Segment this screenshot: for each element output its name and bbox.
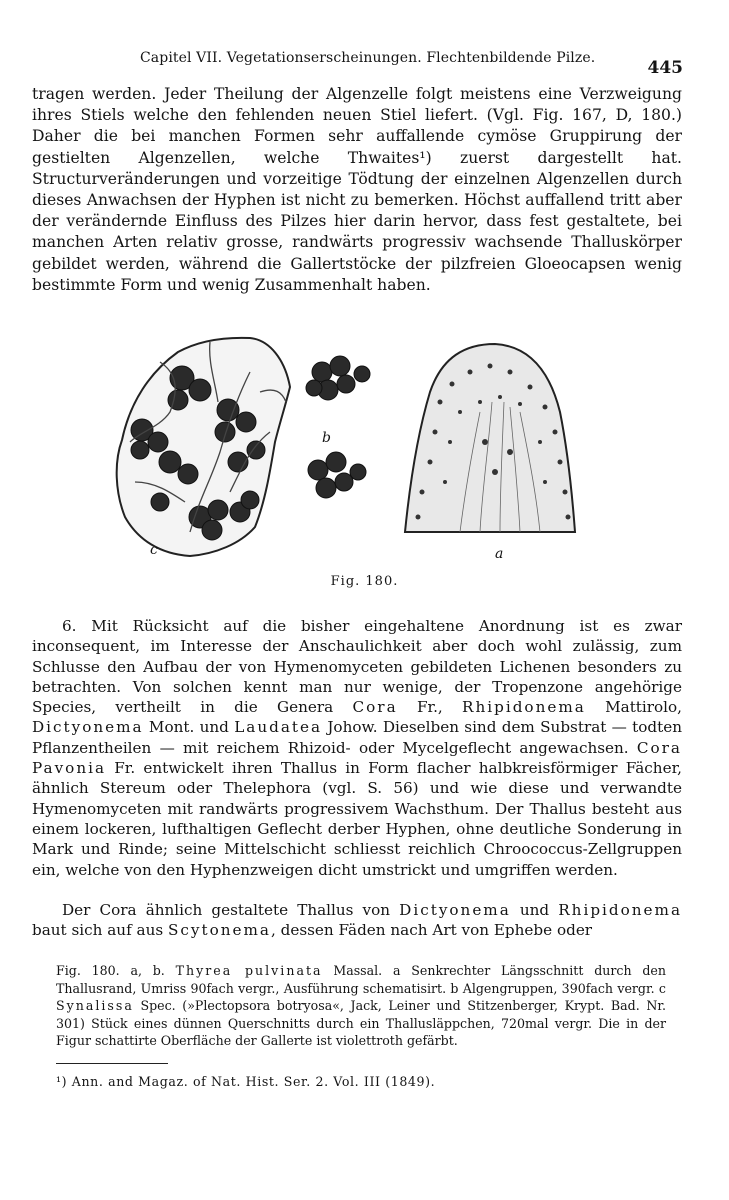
footnote: ¹) Ann. and Magaz. of Nat. Hist. Ser. 2. Vol. III (1849). bbox=[56, 1074, 436, 1089]
caption-text-1: Fig. 180. a, b. bbox=[56, 963, 176, 978]
species-thyrea-pulvinata: Thyrea pulvinata bbox=[175, 963, 323, 978]
panel-b-drawing bbox=[306, 356, 370, 498]
figure-title: Fig. 180. bbox=[330, 574, 399, 589]
genus-dictyonema: Dictyonema bbox=[32, 718, 144, 737]
caption-text-3: Spec. (»Plectopsora botryosa«, Jack, Leiner und Stitzenberger, Krypt. Bad. Nr. 301) Stück eines dünnen Querschnitts durch ein Thallusläppchen, 720mal vergr. Die in der Figur schattirte Oberfläche der Gallerte ist violettroth gefärbt. bbox=[56, 998, 666, 1049]
paragraph-3-text-1: Der Cora ähnlich gestaltete Thallus von bbox=[62, 901, 400, 919]
figure-180 bbox=[100, 332, 660, 582]
genus-synalissa: Synalissa bbox=[56, 998, 134, 1014]
figure-label-c: c bbox=[150, 542, 158, 558]
paragraph-2-text-5: Johow. Dieselben sind dem Substrat — todten Pflanzentheilen — mit reichem Rhizoid- oder Mycelgeflecht angewachsen. bbox=[32, 718, 682, 757]
paragraph-3 bbox=[32, 900, 682, 941]
figure-caption bbox=[56, 962, 666, 1050]
paragraph-2-text-4: Mont. und bbox=[143, 718, 235, 737]
caption-text-2: Massal. a Senkrechter Längsschnitt durch den Thallusrand, Umriss 90fach vergr., Ausführung schematisirt. b Algengruppen, 390fach vergr. c bbox=[56, 963, 666, 996]
paragraph-3-text-2: und bbox=[510, 901, 559, 919]
genus-cora: Cora bbox=[352, 698, 398, 717]
genus-rhipidonema: Rhipidonema bbox=[462, 698, 586, 717]
panel-a-drawing bbox=[405, 344, 575, 532]
paragraph-2-text-2: Fr., bbox=[397, 698, 463, 717]
paragraph-2-text-3: Mattirolo, bbox=[585, 698, 683, 717]
paragraph-2-text-6: Fr. entwickelt ihren Thallus in Form flacher halbkreisförmiger Fächer, ähnlich Stereum oder Thelephora (vgl. S. 56) und wie diese und verwandte Hymenomyceten mit randwärts progressivem Wachsthum. Der Thallus besteht aus einem lockeren, lufthaltigen Geflecht derber Hyphen, ohne deutliche Sonderung in Mark und Rinde; seine Mittelschicht schliesst reichlich Chroococcus-Zellgruppen ein, welche von den Hyphenzweigen dicht umstrickt und umgriffen werden. bbox=[32, 759, 682, 879]
paragraph-3-text-4: , dessen Fäden nach Art von Ephebe oder bbox=[270, 921, 593, 940]
running-title: Capitel VII. Vegetationserscheinungen. Flechtenbildende Pilze. bbox=[140, 50, 596, 66]
figure-label-a: a bbox=[495, 546, 504, 562]
genus-rhipidonema-2: Rhipidonema bbox=[558, 901, 682, 919]
page-header bbox=[0, 46, 729, 82]
paragraph-1: tragen werden. Jeder Theilung der Algenzelle folgt meistens eine Verzweigung ihres Stiels welche den fehlenden neuen Stiel liefert. (Vgl. Fig. 167, D, 180.) Daher die bei manchen Formen sehr auffallende cymöse Gruppirung der gestielten Algenzellen, welche Thwaites¹) zuerst dargestellt hat. Structurveränderungen und vorzeitige Tödtung der einzelnen Algenzellen durch dieses Anwachsen der Hyphen ist nicht zu bemerken. Höchst auffallend tritt aber der verändernde Einfluss des Pilzes hier darin hervor, dass fest gestaltete, bei manchen Arten relativ grosse, randwärts progressiv wachsende Thalluskörper gebildet werden, während die Gallertstöcke der pilzfreien Gloeocapsen wenig bestimmte Form und wenig Zusammenhalt haben. bbox=[32, 85, 682, 294]
paragraph-2-text-1: 6. Mit Rücksicht auf die bisher eingehaltene Anordnung ist es zwar inconsequent, im Interesse der Anschaulichkeit aber doch wohl zulässig, zum Schlusse den Aufbau der von Hymenomyceten gebildeten Lichenen besonders zu betrachten. Von solchen kennt man nur wenige, der Tropenzone angehörige Species, vertheilt in die Genera bbox=[32, 617, 682, 717]
genus-scytonema: Scytonema bbox=[168, 921, 271, 940]
paragraph-3-text-3: baut sich auf aus bbox=[32, 921, 168, 940]
paragraph-2 bbox=[32, 616, 682, 880]
figure-illustration bbox=[100, 332, 660, 582]
genus-laudatea: Laudatea bbox=[234, 718, 323, 737]
panel-c-drawing bbox=[117, 338, 290, 556]
page-number: 445 bbox=[647, 58, 683, 78]
footnote-divider bbox=[56, 1063, 168, 1064]
figure-label-b: b bbox=[322, 430, 331, 446]
genus-dictyonema-2: Dictyonema bbox=[399, 901, 511, 919]
species-cora-pavonia: Cora Pavonia bbox=[32, 738, 682, 778]
